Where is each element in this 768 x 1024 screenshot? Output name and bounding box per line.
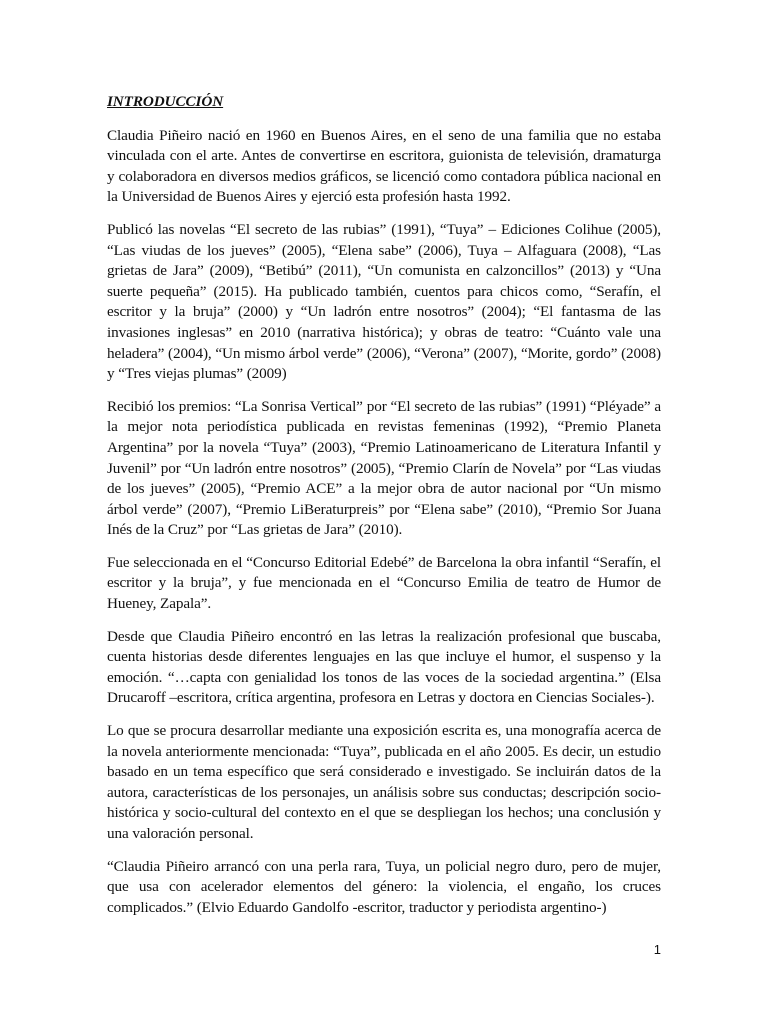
paragraph-selection: Fue seleccionada en el “Concurso Editorial Edebé” de Barcelona la obra infantil “Serafín, el escritor y la bruja”, y fue mencionada en el “Concurso Emilia de teatro de Humor de Hueney, Zapala”. bbox=[107, 553, 661, 613]
paragraph-publications: Publicó las novelas “El secreto de las rubias” (1991), “Tuya” – Ediciones Colihue (2005), “Las viudas de los jueves” (2005), “Elena sabe” (2006), Tuya – Alfaguara (2008), “Las grietas de Jara” (2009), “Betibú” (2011), “Un comunista en calzoncillos” (2013) y “Una suerte pequeña” (2015). Ha publicado también, cuentos para chicos como, “Serafín, el escritor y la bruja” (2000) y “Un ladrón entre nosotros” (2004); “El fantasma de las invasiones inglesas” en 2010 (narrativa histórica); y obras de teatro: “Cuánto vale una heladera” (2004), “Un mismo árbol verde” (2006), “Verona” (2007), “Morite, gordo” (2008) y “Tres viejas plumas” (2009) bbox=[107, 220, 661, 383]
paragraph-style: Desde que Claudia Piñeiro encontró en las letras la realización profesional que buscaba, cuenta historias desde diferentes lenguajes en las que incluye el humor, el suspenso y la emoción. “…capta con genialidad los tonos de las voces de la sociedad argentina.” (Elsa Drucaroff –escritora, crítica argentina, profesora en Letras y doctora en Ciencias Sociales-). bbox=[107, 627, 661, 707]
paragraph-biography: Claudia Piñeiro nació en 1960 en Buenos Aires, en el seno de una familia que no estaba vinculada con el arte. Antes de convertirse en escritora, guionista de televisión, dramaturga y colaboradora en diversos medios gráficos, se licenció como contadora pública nacional en la Universidad de Buenos Aires y ejerció esta profesión hasta 1992. bbox=[107, 126, 661, 206]
document-body bbox=[107, 88, 661, 930]
paragraph-quote: “Claudia Piñeiro arrancó con una perla rara, Tuya, un policial negro duro, pero de mujer, que usa con acelerador elementos del género: la violencia, el engaño, los cruces complicados.” (Elvio Eduardo Gandolfo -escritor, traductor y periodista argentino-) bbox=[107, 857, 661, 916]
page-number: 1 bbox=[653, 942, 661, 957]
paragraph-awards: Recibió los premios: “La Sonrisa Vertical” por “El secreto de las rubias” (1991) “Pléyade” a la mejor nota periodística publicada en revistas femeninas (1992), “Premio Planeta Argentina” por la novela “Tuya” (2003), “Premio Latinoamericano de Literatura Infantil y Juvenil” por “Un ladrón entre nosotros” (2005), “Premio Clarín de Novela” por “Las viudas de los jueves” (2005), “Premio ACE” a la mejor obra de autor nacional por “Un mismo árbol verde” (2007), “Premio LiBeraturpreis” por “Elena sabe” (2010), “Premio Sor Juana Inés de la Cruz” por “Las grietas de Jara” (2010). bbox=[107, 397, 661, 539]
section-heading: INTRODUCCIÓN bbox=[107, 93, 224, 110]
paragraph-objective: Lo que se procura desarrollar mediante una exposición escrita es, una monografía acerca de la novela anteriormente mencionada: “Tuya”, publicada en el año 2005. Es decir, un estudio basado en un tema específico que será considerado e investigado. Se incluirán datos de la autora, características de los personajes, un análisis sobre sus conductas; descripción socio-histórica y socio-cultural del contexto en el que se despliegan los hechos; una conclusión y una valoración personal. bbox=[107, 722, 661, 842]
